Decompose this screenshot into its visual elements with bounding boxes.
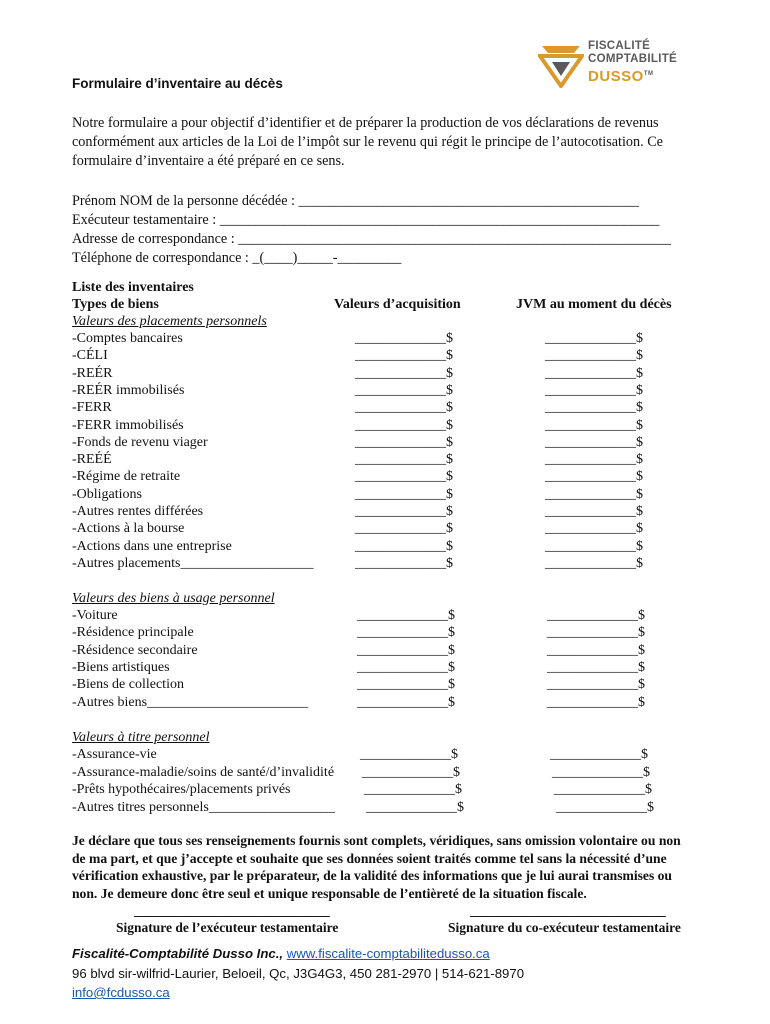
acquisition-value-blank[interactable]: _____________$ <box>355 435 453 450</box>
acquisition-value-blank[interactable]: _____________$ <box>357 608 455 623</box>
acquisition-value-blank[interactable]: _____________$ <box>355 400 453 415</box>
jvm-value-blank[interactable]: _____________$ <box>545 418 643 433</box>
inventory-item-label: -Biens de collection <box>72 677 184 692</box>
jvm-value-blank[interactable]: _____________$ <box>545 400 643 415</box>
footer-website-link[interactable]: www.fiscalite-comptabilitedusso.ca <box>286 946 490 961</box>
executor-field[interactable]: Exécuteur testamentaire : ______________________________________________________________ <box>72 212 660 228</box>
acquisition-value-blank[interactable]: _____________$ <box>366 800 464 815</box>
footer-email-link[interactable]: info@fcdusso.ca <box>72 985 170 1000</box>
footer-company-line <box>72 946 490 961</box>
inventory-item-label: -Résidence principale <box>72 625 194 640</box>
jvm-value-blank[interactable]: _____________$ <box>545 348 643 363</box>
jvm-value-blank[interactable]: _____________$ <box>554 782 652 797</box>
inventory-item-label: -Autres rentes différées <box>72 504 204 519</box>
logo-line-3: DUSSO™ <box>588 68 654 85</box>
executor-signature-label: Signature de l’exécuteur testamentaire <box>116 920 339 935</box>
col-header-jvm: JVM au moment du décès <box>516 297 672 312</box>
deceased-name-field[interactable]: Prénom NOM de la personne décédée : ________________________________________________ <box>72 193 640 209</box>
jvm-value-blank[interactable]: _____________$ <box>547 677 645 692</box>
inventory-item-label: -Comptes bancaires <box>72 331 183 346</box>
section-heading-biens-usage: Valeurs des biens à usage personnel <box>72 591 275 606</box>
jvm-value-blank[interactable]: _____________$ <box>550 747 648 762</box>
inventory-item-label: -Actions dans une entreprise <box>72 539 232 554</box>
acquisition-value-blank[interactable]: _____________$ <box>364 782 462 797</box>
company-logo <box>538 40 698 90</box>
jvm-value-blank[interactable]: _____________$ <box>552 765 650 780</box>
section-heading-titre-personnel: Valeurs à titre personnel <box>72 730 210 745</box>
inventory-item-label: -Assurance-maladie/soins de santé/d’invalidité <box>72 765 335 780</box>
inventory-item-label: -Régime de retraite <box>72 469 181 484</box>
jvm-value-blank[interactable]: _____________$ <box>545 539 643 554</box>
intro-paragraph: Notre formulaire a pour objectif d’identifier et de préparer la production de vos déclarations de revenus conformément aux articles de la Loi de l’impôt sur le revenu qui régit le principe de l’autocotisation. Ce formulaire d’inventaire a été préparé en ce sens. <box>72 115 663 169</box>
footer-address: 96 blvd sir-wilfrid-Laurier, Beloeil, Qc, J3G4G3, 450 281-2970 | 514-621-8970 <box>72 966 525 981</box>
inventory-item-label: -Autres titres personnels__________________ <box>72 800 335 815</box>
acquisition-value-blank[interactable]: _____________$ <box>362 765 460 780</box>
inventory-item-label: -Autres placements___________________ <box>72 556 314 571</box>
inventory-item-label: -Voiture <box>72 608 118 623</box>
col-header-acquisition: Valeurs d’acquisition <box>334 297 461 312</box>
executor-signature-line[interactable]: _____________________________ <box>134 903 330 918</box>
inventory-item-label: -Obligations <box>72 487 142 502</box>
inventory-item-label: -Résidence secondaire <box>72 643 198 658</box>
jvm-value-blank[interactable]: _____________$ <box>545 504 643 519</box>
inventory-item-label: -Assurance-vie <box>72 747 157 762</box>
jvm-value-blank[interactable]: _____________$ <box>545 556 643 571</box>
inventory-item-label: -Biens artistiques <box>72 660 170 675</box>
inventory-item-label: -FERR <box>72 400 112 415</box>
jvm-value-blank[interactable]: _____________$ <box>545 383 643 398</box>
jvm-value-blank[interactable]: _____________$ <box>556 800 654 815</box>
inventory-item-label: -CÉLI <box>72 348 108 363</box>
acquisition-value-blank[interactable]: _____________$ <box>355 556 453 571</box>
acquisition-value-blank[interactable]: _____________$ <box>355 331 453 346</box>
acquisition-value-blank[interactable]: _____________$ <box>357 677 455 692</box>
jvm-value-blank[interactable]: _____________$ <box>545 521 643 536</box>
acquisition-value-blank[interactable]: _____________$ <box>355 504 453 519</box>
section-heading-placements: Valeurs des placements personnels <box>72 314 267 329</box>
jvm-value-blank[interactable]: _____________$ <box>545 452 643 467</box>
jvm-value-blank[interactable]: _____________$ <box>545 366 643 381</box>
co-executor-signature-line[interactable]: _____________________________ <box>470 903 666 918</box>
jvm-value-blank[interactable]: _____________$ <box>545 435 643 450</box>
jvm-value-blank[interactable]: _____________$ <box>545 487 643 502</box>
declaration-paragraph: Je déclare que tous ses renseignements fournis sont complets, véridiques, sans omission volontaire ou non de ma part, et que j’accepte et souhaite que ses données soient traités comme tel sans la nécessité d’une vérification exhaustive, par le préparateur, de la validité des informations que je lui aurai transmises ou non. Je demeure donc être seul et unique responsable de l’entièreté de la situation fiscale. <box>72 833 681 901</box>
address-field[interactable]: Adresse de correspondance : _____________________________________________________________ <box>72 231 671 247</box>
jvm-value-blank[interactable]: _____________$ <box>545 331 643 346</box>
inventory-item-label: -Autres biens_______________________ <box>72 695 309 710</box>
acquisition-value-blank[interactable]: _____________$ <box>355 469 453 484</box>
acquisition-value-blank[interactable]: _____________$ <box>355 366 453 381</box>
inventory-item-label: -Prêts hypothécaires/placements privés <box>72 782 291 797</box>
acquisition-value-blank[interactable]: _____________$ <box>360 747 458 762</box>
jvm-value-blank[interactable]: _____________$ <box>547 643 645 658</box>
acquisition-value-blank[interactable]: _____________$ <box>357 695 455 710</box>
acquisition-value-blank[interactable]: _____________$ <box>357 660 455 675</box>
jvm-value-blank[interactable]: _____________$ <box>547 695 645 710</box>
acquisition-value-blank[interactable]: _____________$ <box>355 539 453 554</box>
trademark-mark: TM <box>643 71 654 77</box>
co-executor-signature-label: Signature du co-exécuteur testamentaire <box>448 920 681 935</box>
inventory-title: Liste des inventaires <box>72 280 194 295</box>
inventory-item-label: -REÉÉ <box>72 452 112 467</box>
acquisition-value-blank[interactable]: _____________$ <box>355 383 453 398</box>
acquisition-value-blank[interactable]: _____________$ <box>357 625 455 640</box>
acquisition-value-blank[interactable]: _____________$ <box>355 521 453 536</box>
acquisition-value-blank[interactable]: _____________$ <box>355 487 453 502</box>
acquisition-value-blank[interactable]: _____________$ <box>355 452 453 467</box>
acquisition-value-blank[interactable]: _____________$ <box>355 418 453 433</box>
inventory-item-label: -REÉR <box>72 366 113 381</box>
col-header-types: Types de biens <box>72 297 159 312</box>
form-title: Formulaire d’inventaire au décès <box>72 76 283 91</box>
jvm-value-blank[interactable]: _____________$ <box>547 608 645 623</box>
logo-line-2: COMPTABILITÉ <box>588 53 677 65</box>
jvm-value-blank[interactable]: _____________$ <box>547 660 645 675</box>
acquisition-value-blank[interactable]: _____________$ <box>357 643 455 658</box>
jvm-value-blank[interactable]: _____________$ <box>547 625 645 640</box>
logo-line-1: FISCALITÉ <box>588 40 651 52</box>
phone-field[interactable]: Téléphone de correspondance : _(____)_____-_________ <box>72 250 402 266</box>
inventory-item-label: -FERR immobilisés <box>72 418 184 433</box>
inventory-item-label: -REÉR immobilisés <box>72 383 185 398</box>
acquisition-value-blank[interactable]: _____________$ <box>355 348 453 363</box>
inventory-item-label: -Actions à la bourse <box>72 521 185 536</box>
diamond-logo-icon <box>538 40 584 88</box>
inventory-item-label: -Fonds de revenu viager <box>72 435 208 450</box>
jvm-value-blank[interactable]: _____________$ <box>545 469 643 484</box>
footer-company-name: Fiscalité-Comptabilité Dusso Inc., <box>72 946 284 961</box>
